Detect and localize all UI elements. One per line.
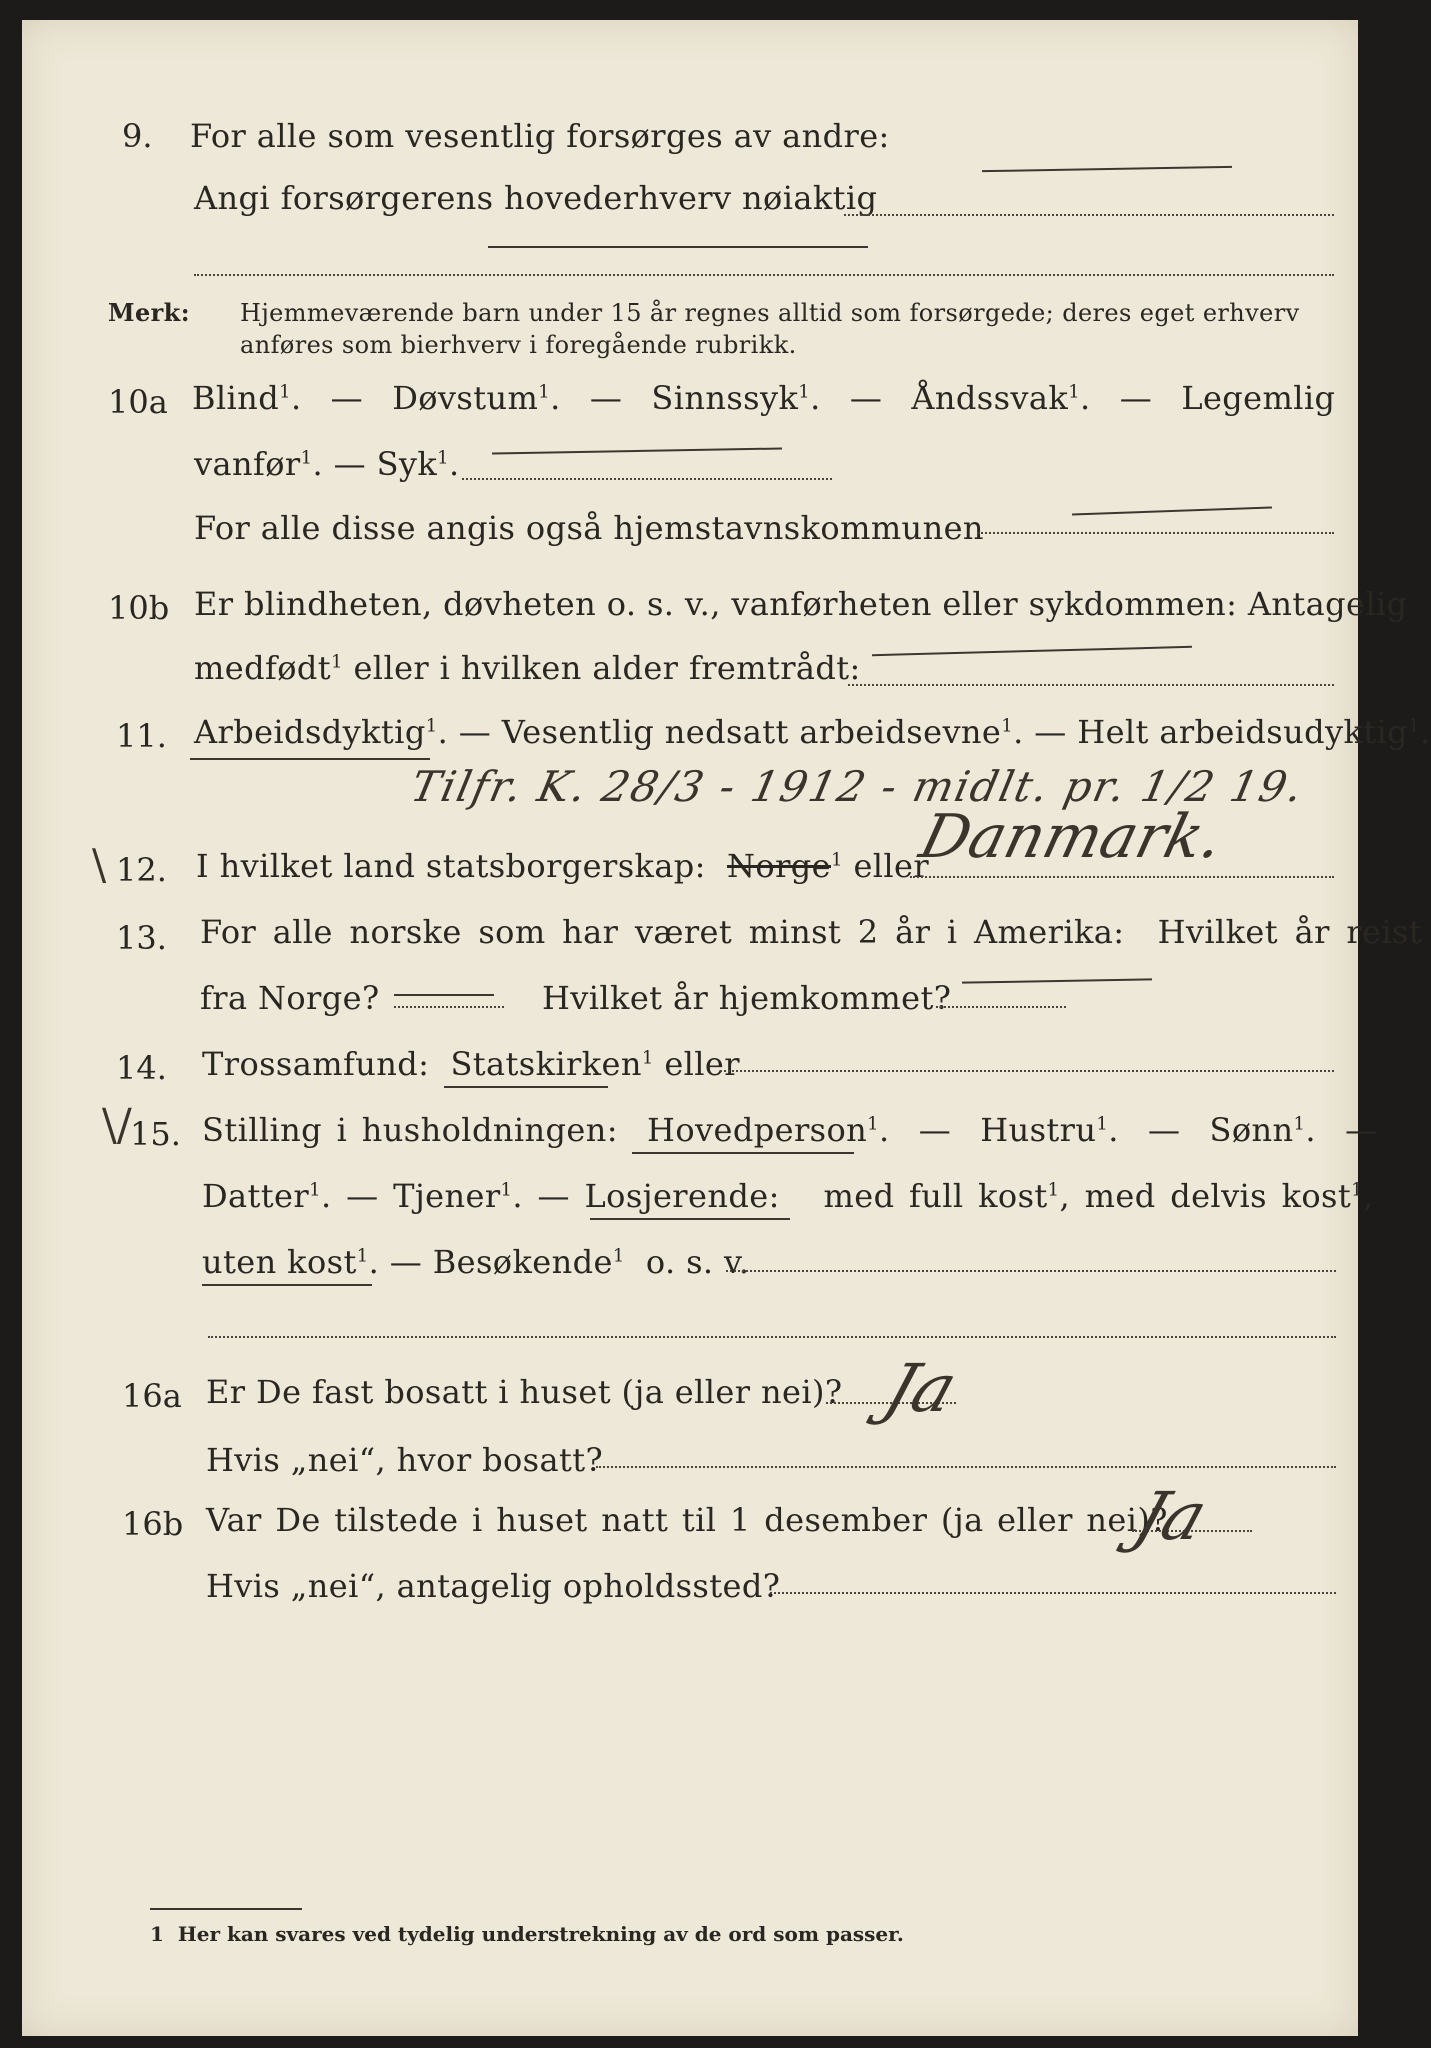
q16a-line2: Hvis „nei“, hvor bosatt?	[206, 1441, 604, 1479]
option-syk[interactable]: Syk	[376, 445, 438, 483]
option-dovstum[interactable]: Døvstum	[392, 379, 539, 417]
q10a-line2: vanfør$^1$. — Syk$^1$.	[194, 445, 460, 483]
footnote-mark: 1	[1047, 1179, 1060, 1201]
footnote-mark: 1	[1001, 715, 1014, 737]
q12-number: 12.	[116, 851, 167, 889]
option-nedsatt-arbeidsevne[interactable]: Vesentlig nedsatt arbeidsevne	[501, 713, 1002, 751]
footnote-mark: 1	[356, 1245, 369, 1267]
q16a-line1: Er De fast bosatt i huset (ja eller nei)?	[206, 1373, 843, 1411]
option-arbeidsdyktig[interactable]: Arbeidsdyktig	[194, 713, 426, 751]
footnote-mark: 1	[1351, 1179, 1363, 1201]
merk-line1: Hjemmeværende barn under 15 år regnes alltid som forsørgede; deres eget erhverv	[240, 299, 1300, 327]
q9-answer-line-2[interactable]	[194, 274, 1334, 276]
footnote-rule	[150, 1908, 302, 1910]
q10a-number: 10a	[108, 383, 168, 421]
q15-answer-line[interactable]	[726, 1270, 1336, 1272]
option-hustru[interactable]: Hustru	[980, 1111, 1097, 1149]
footnote-mark: 1	[612, 1245, 625, 1267]
footnote-mark: 1	[309, 1179, 321, 1201]
footnote-mark: 1	[437, 447, 450, 469]
q10a-line3: For alle disse angis også hjemstavnskommunen	[194, 509, 984, 547]
q15-osv: o. s. v.	[645, 1243, 750, 1281]
option-vanfor[interactable]: vanfør	[194, 445, 301, 483]
q16a-number: 16a	[122, 1377, 182, 1415]
q15-number: 15.	[130, 1115, 181, 1153]
q15-check-mark: \/	[102, 1100, 132, 1151]
q15-line2: Datter$^1$. — Tjener$^1$. — Losjerende: med full kost$^1$, med delvis kost$^1$,	[202, 1177, 1374, 1215]
footnote-mark: 1	[538, 381, 551, 403]
footnote-mark: 1	[331, 651, 343, 673]
q10a-answer-line[interactable]	[462, 478, 832, 480]
q10a-hjemstavn-answer-line[interactable]	[978, 532, 1334, 534]
q13-ink-stroke-1	[394, 994, 494, 996]
q10a-line1: Blind$^1$. — Døvstum$^1$. — Sinnssyk$^1$. — Åndssvak$^1$. — Legemlig	[192, 379, 1336, 417]
footnote-mark: 1	[1096, 1113, 1109, 1135]
q12-handwritten-country: Danmark.	[913, 802, 1231, 872]
q10b-ink-stroke	[872, 646, 1192, 656]
option-datter[interactable]: Datter	[202, 1177, 310, 1215]
merk-label: Merk:	[108, 298, 190, 327]
footnote-mark: 1	[425, 715, 438, 737]
q9-line1: For alle som vesentlig forsørges av andre:	[190, 117, 890, 155]
q14-label: Trossamfund:	[202, 1045, 430, 1083]
option-full-kost[interactable]: med full kost	[823, 1177, 1048, 1215]
footnote-mark: 1	[1408, 715, 1420, 737]
q11-line1: Arbeidsdyktig$^1$. — Vesentlig nedsatt arbeidsevne$^1$. — Helt arbeidsudyktig$^1$.	[194, 713, 1431, 751]
q10b-answer-line[interactable]	[848, 684, 1334, 686]
census-form-page	[22, 20, 1431, 2036]
q16b-line2: Hvis „nei“, antagelig opholdssted?	[206, 1567, 781, 1605]
q15-answer-line-2[interactable]	[208, 1336, 1336, 1338]
footnote-mark: 1	[1068, 381, 1081, 403]
q12-check-mark: \	[92, 840, 107, 889]
q14-answer-line[interactable]	[720, 1070, 1334, 1072]
q14-eller: eller	[664, 1045, 740, 1083]
q14-line	[202, 1044, 740, 1084]
q9-number: 9.	[122, 117, 153, 155]
q16b-line1: Var De tilstede i huset natt til 1 desember (ja eller nei)?	[206, 1501, 1168, 1539]
q14-underline-statskirken	[444, 1086, 608, 1088]
q9-ink-stroke-top	[982, 166, 1232, 172]
q13-reist-answer-line[interactable]	[394, 1006, 504, 1008]
q16b-opholdssted-answer-line[interactable]	[770, 1592, 1336, 1594]
option-sinnssyk[interactable]: Sinnssyk	[651, 379, 799, 417]
q14-number: 14.	[116, 1049, 167, 1087]
q9-line2: Angi forsørgerens hovederhverv nøiaktig	[194, 179, 878, 217]
q13-line2-b: Hvilket år hjemkommet?	[542, 979, 952, 1017]
q9-ink-stroke-bottom	[488, 246, 868, 248]
option-sonn[interactable]: Sønn	[1209, 1111, 1294, 1149]
q11-handwritten-note: Tilfr. K. 28/3 - 1912 - midlt. pr. 1/2 19.	[406, 762, 1309, 811]
q12-eller: eller	[853, 847, 930, 885]
q15-line1: Stilling i husholdningen: Hovedperson$^1$. — Hustru$^1$. — Sønn$^1$. —	[202, 1111, 1378, 1149]
q13-ink-stroke-2	[962, 978, 1152, 983]
q9-answer-line[interactable]	[844, 214, 1334, 216]
merk-line2: anføres som bierhverv i foregående rubrikk.	[240, 331, 797, 359]
q10b-line2	[194, 648, 861, 688]
q13-line1-b: Hvilket år reist	[1157, 913, 1423, 951]
option-blind[interactable]: Blind	[192, 379, 280, 417]
footnote-mark: 1	[867, 1113, 879, 1135]
q15-underline-losjerende	[590, 1218, 790, 1220]
q10a-ink-stroke	[492, 447, 782, 454]
option-norge[interactable]: Norge	[727, 847, 832, 885]
option-losjerende[interactable]: Losjerende:	[584, 1177, 780, 1215]
footnote-mark: 1	[300, 447, 313, 469]
footnote-mark: 1	[641, 1047, 654, 1069]
option-besokende[interactable]: Besøkende	[432, 1243, 613, 1281]
q16a-bosatt-answer-line[interactable]	[596, 1466, 1336, 1468]
q15-line3: uten kost$^1$. — Besøkende$^1$ o. s. v.	[202, 1243, 750, 1281]
q10b-line1: Er blindheten, døvheten o. s. v., vanførheten eller sykdommen: Antagelig	[194, 585, 1408, 623]
q13-number: 13.	[116, 919, 167, 957]
footnote-text: Her kan svares ved tydelig understrekning av de ord som passer.	[177, 1922, 904, 1946]
q10b-number: 10b	[108, 589, 170, 627]
option-hovedperson[interactable]: Hovedperson	[647, 1111, 868, 1149]
q13-line1	[200, 912, 1422, 952]
q11-number: 11.	[116, 717, 167, 755]
q12-answer-line[interactable]	[910, 876, 1334, 878]
option-arbeidsudyktig[interactable]: Helt arbeidsudyktig	[1077, 713, 1409, 751]
q13-line2-a: fra Norge?	[200, 979, 380, 1017]
footnote-number: 1	[150, 1922, 164, 1946]
footnote-mark: 1	[798, 381, 811, 403]
footnote-mark: 1	[831, 849, 843, 871]
q12-label: I hvilket land statsborgerskap:	[196, 847, 706, 885]
footnote-mark: 1	[1293, 1113, 1306, 1135]
footnote	[150, 1920, 904, 1948]
q15-underline-uten-kost	[202, 1284, 372, 1286]
q10a-ink-stroke-2	[1072, 507, 1272, 516]
q16b-handwritten-answer: Ja	[1125, 1478, 1217, 1555]
q15-label: Stilling i husholdningen:	[202, 1111, 618, 1149]
q16a-handwritten-answer: Ja	[875, 1350, 967, 1427]
option-legemlig[interactable]: Legemlig	[1181, 379, 1336, 417]
footnote-mark: 1	[279, 381, 291, 403]
option-medfodt[interactable]: medfødt	[194, 649, 332, 687]
q16b-number: 16b	[122, 1505, 184, 1543]
q11-underline-arbeidsdyktig	[190, 758, 430, 760]
option-statskirken[interactable]: Statskirken	[450, 1045, 642, 1083]
option-uten-kost[interactable]: uten kost	[202, 1243, 357, 1281]
option-tjener[interactable]: Tjener	[393, 1177, 501, 1215]
q10b-line2-rest: eller i hvilken alder fremtrådt:	[353, 649, 861, 687]
q12-line	[196, 846, 929, 886]
q15-underline-hovedperson	[632, 1152, 854, 1154]
footnote-mark: 1	[500, 1179, 513, 1201]
q13-line1-a: For alle norske som har været minst 2 år i Amerika:	[200, 913, 1125, 951]
option-andssvak[interactable]: Åndssvak	[911, 379, 1069, 417]
option-delvis-kost[interactable]: med delvis kost	[1084, 1177, 1352, 1215]
q13-hjemkommet-answer-line[interactable]	[936, 1006, 1066, 1008]
